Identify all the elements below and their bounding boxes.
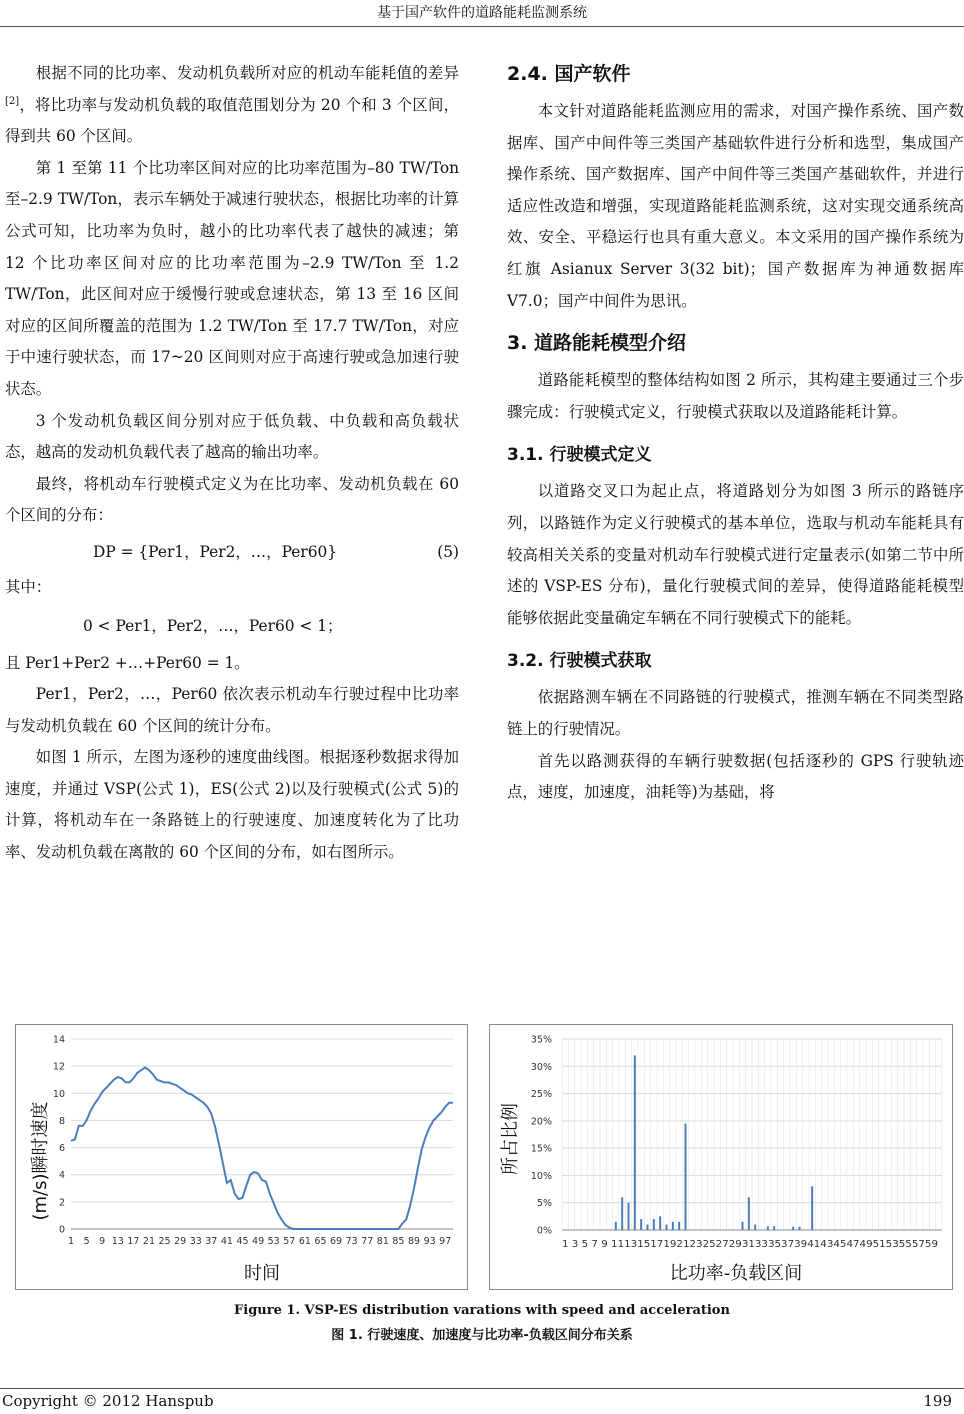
speed-xtick-label: 81 <box>376 1236 389 1247</box>
running-header: 基于国产软件的道路能耗监测系统 <box>377 5 587 21</box>
footer-copyright: Copyright © 2012 Hanspub <box>2 1392 214 1410</box>
figure-caption-zh: 图 1. 行驶速度、加速度与比功率-负载区间分布关系 <box>331 1328 633 1343</box>
speed-ytick-label: 8 <box>58 1115 65 1127</box>
equation-condition: 0 < Per1，Per2，…，Per60 < 1； <box>83 616 343 635</box>
speed-xtick-label: 17 <box>127 1236 140 1247</box>
distribution-xtick-labels: 1 3 5 7 9 11131517192123252729313335373941434547495153555759 <box>562 1239 938 1250</box>
distribution-bar <box>615 1222 617 1230</box>
paragraph-engine-load: 3 个发动机负载区间分别对应于低负载、中负载和高负载状态，越高的发动机负载代表了越高的输出功率。 <box>5 411 459 462</box>
section-heading-3-2: 3.2. 行驶模式获取 <box>507 651 652 672</box>
speed-ytick-label: 14 <box>52 1034 65 1046</box>
speed-xtick-label: 29 <box>174 1236 187 1247</box>
distribution-bar <box>647 1225 649 1230</box>
distribution-bar <box>666 1225 668 1230</box>
equation-5-number: (5) <box>437 542 459 561</box>
citation: [2] <box>5 95 20 107</box>
paragraph-per-meaning: Per1，Per2，…，Per60 依次表示机动车行驶过程中比功率与发动机负载在 60 个区间的统计分布。 <box>5 685 459 735</box>
speed-xtick-label: 97 <box>439 1236 452 1247</box>
distribution-chart-frame <box>489 1024 953 1290</box>
speed-xtick-label: 33 <box>189 1236 202 1247</box>
paragraph-definition: 最终，将机动车行驶模式定义为在比功率、发动机负载在 60 个区间的分布： <box>5 474 459 525</box>
distribution-bar <box>742 1222 744 1230</box>
paragraph-gps-data: 首先以路测获得的车辆行驶数据(包括逐秒的 GPS 行驶轨迹点，速度，加速度，油耗等)为基础，将 <box>507 751 964 802</box>
distribution-bar <box>628 1203 630 1230</box>
speed-xtick-label: 65 <box>314 1236 327 1247</box>
distribution-xlabel: 比功率-负载区间 <box>669 1263 803 1284</box>
distribution-bar <box>621 1197 623 1230</box>
distribution-bar <box>634 1055 636 1230</box>
speed-xtick-label: 41 <box>220 1236 233 1247</box>
speed-xtick-label: 45 <box>236 1236 249 1247</box>
section-heading-2-4: 2.4. 国产软件 <box>507 63 631 85</box>
footer-page-number: 199 <box>923 1392 952 1410</box>
distribution-bar <box>640 1219 642 1230</box>
speed-xtick-label: 49 <box>252 1236 265 1247</box>
footer-rule <box>0 1388 964 1389</box>
distribution-ytick-label: 10% <box>530 1170 552 1182</box>
distribution-bar <box>653 1219 655 1230</box>
distribution-ytick-label: 25% <box>530 1089 552 1101</box>
speed-xtick-label: 89 <box>407 1236 421 1247</box>
distribution-bar <box>748 1197 750 1230</box>
paragraph-intervals: 根据不同的比功率、发动机负载所对应的机动车能耗值的差异[2]，将比功率与发动机负载的取值范围划分为 20 个和 3 个区间，得到共 60 个区间。 <box>5 64 459 146</box>
speed-xtick-label: 53 <box>267 1236 280 1247</box>
distribution-bar <box>685 1124 687 1230</box>
speed-xtick-label: 37 <box>205 1236 218 1247</box>
section-heading-3-1: 3.1. 行驶模式定义 <box>507 445 652 466</box>
distribution-ytick-label: 35% <box>530 1034 552 1046</box>
paragraph-mode-definition: 以道路交叉口为起止点，将道路划分为如图 3 所示的路链序列，以路链作为定义行驶模式的基本单位，选取与机动车能耗具有较高相关关系的变量对机动车行驶模式进行定量表示(如第二节中所述的 VSP-ES 分布)，量化行驶模式间的差异，使得道路能耗模型能够依据此变量确定车辆在不同行驶模式下的能耗。 <box>507 482 964 627</box>
distribution-bar <box>659 1216 661 1230</box>
speed-ylabel: (m/s)瞬时速度 <box>30 1101 51 1221</box>
equation-5 <box>5 532 459 572</box>
speed-xtick-label: 93 <box>423 1236 436 1247</box>
distribution-chart <box>490 1025 952 1289</box>
figure-caption-en: Figure 1. VSP-ES distribution varations with speed and acceleration <box>234 1303 730 1318</box>
speed-ytick-label: 4 <box>58 1170 65 1182</box>
sum-line: 且 Per1+Per2 +…+Per60 = 1。 <box>5 653 250 672</box>
speed-ytick-label: 0 <box>58 1224 65 1236</box>
paragraph-domestic-software: 本文针对道路能耗监测应用的需求，对国产操作系统、国产数据库、国产中间件等三类国产基础软件进行分析和选型，集成国产操作系统、国产数据库、国产中间件等三类国产基础软件，并进行适应性改造和增强，实现道路能耗监测系统，这对实现交通系统高效、安全、平稳运行也具有重大意义。本文采用的国产操作系统为红旗 Asianux Server 3(32 bit)；国产数据库为神通数据库 V7.0；国产中间件为思讯。 <box>507 102 964 310</box>
distribution-ylabel: 所占比例 <box>500 1103 521 1175</box>
speed-xtick-label: 9 <box>99 1236 106 1247</box>
distribution-ytick-label: 30% <box>530 1061 552 1073</box>
distribution-bar <box>811 1186 813 1230</box>
speed-chart <box>16 1025 467 1289</box>
speed-ytick-label: 12 <box>52 1061 65 1073</box>
paragraph-mode-acquisition: 依据路测车辆在不同路链的行驶模式，推测车辆在不同类型路链上的行驶情况。 <box>507 688 964 738</box>
speed-xtick-label: 61 <box>298 1236 311 1247</box>
distribution-bar <box>767 1226 769 1230</box>
speed-xtick-label: 57 <box>283 1236 296 1247</box>
speed-ytick-label: 10 <box>52 1088 65 1100</box>
distribution-bar <box>792 1227 794 1230</box>
distribution-bar <box>672 1222 674 1230</box>
paragraph-model-intro: 道路能耗模型的整体结构如图 2 所示，其构建主要通过三个步骤完成：行驶模式定义，行驶模式获取以及道路能耗计算。 <box>507 371 964 421</box>
left-column <box>5 58 459 869</box>
speed-xtick-label: 5 <box>83 1236 90 1247</box>
speed-xtick-label: 73 <box>345 1236 358 1247</box>
speed-xtick-label: 69 <box>330 1236 343 1247</box>
distribution-bar <box>678 1222 680 1230</box>
speed-ytick-label: 6 <box>58 1143 65 1155</box>
distribution-ytick-label: 20% <box>530 1116 552 1128</box>
distribution-bar <box>799 1227 801 1230</box>
speed-xtick-label: 1 <box>67 1236 75 1247</box>
distribution-bar <box>773 1226 775 1230</box>
distribution-ytick-label: 5% <box>536 1198 552 1210</box>
speed-series-line <box>71 1068 453 1230</box>
speed-xlabel: 时间 <box>244 1263 280 1284</box>
speed-xtick-label: 77 <box>361 1236 374 1247</box>
speed-xtick-label: 13 <box>111 1236 124 1247</box>
distribution-bar <box>754 1225 756 1230</box>
distribution-ytick-label: 15% <box>530 1143 552 1155</box>
speed-chart-frame <box>15 1024 468 1290</box>
distribution-ytick-label: 0% <box>536 1225 552 1237</box>
section-heading-3: 3. 道路能耗模型介绍 <box>507 332 687 355</box>
paragraph-figure-ref: 如图 1 所示，左图为逐秒的速度曲线图。根据逐秒数据求得加速度，并通过 VSP(公式 1)，ES(公式 2)以及行驶模式(公式 5)的计算，将机动车在一条路链上的行驶速度、加速度转化为了比功率、发动机负载在离散的 60 个区间的分布，如右图所示。 <box>5 748 459 862</box>
right-column <box>507 52 964 809</box>
paragraph-vsp-ranges: 第 1 至第 11 个比功率区间对应的比功率范围为–80 TW/Ton 至–2.9 TW/Ton，表示车辆处于减速行驶状态，根据比功率的计算公式可知，比功率为负时，越小的比功率代表了越快的减速；第 12 个比功率区间对应的比功率范围为–2.9 TW/Ton 至 1.2 TW/Ton，此区间对应于缓慢行驶或怠速状态，第 13 至 16 区间对应的区间所覆盖的范围为 1.2 TW/Ton 至 17.7 TW/Ton，对应于中速行驶状态，而 17~20 区间则对应于高速行驶或急加速行驶状态。 <box>5 158 459 398</box>
speed-xtick-label: 85 <box>392 1236 405 1247</box>
header-rule <box>0 26 964 27</box>
speed-xtick-label: 21 <box>142 1236 156 1247</box>
where-label: 其中： <box>5 577 52 596</box>
speed-xtick-label: 25 <box>158 1236 171 1247</box>
speed-ytick-label: 2 <box>58 1197 65 1209</box>
equation-5-body: DP = {Per1，Per2，…，Per60} <box>93 542 338 561</box>
